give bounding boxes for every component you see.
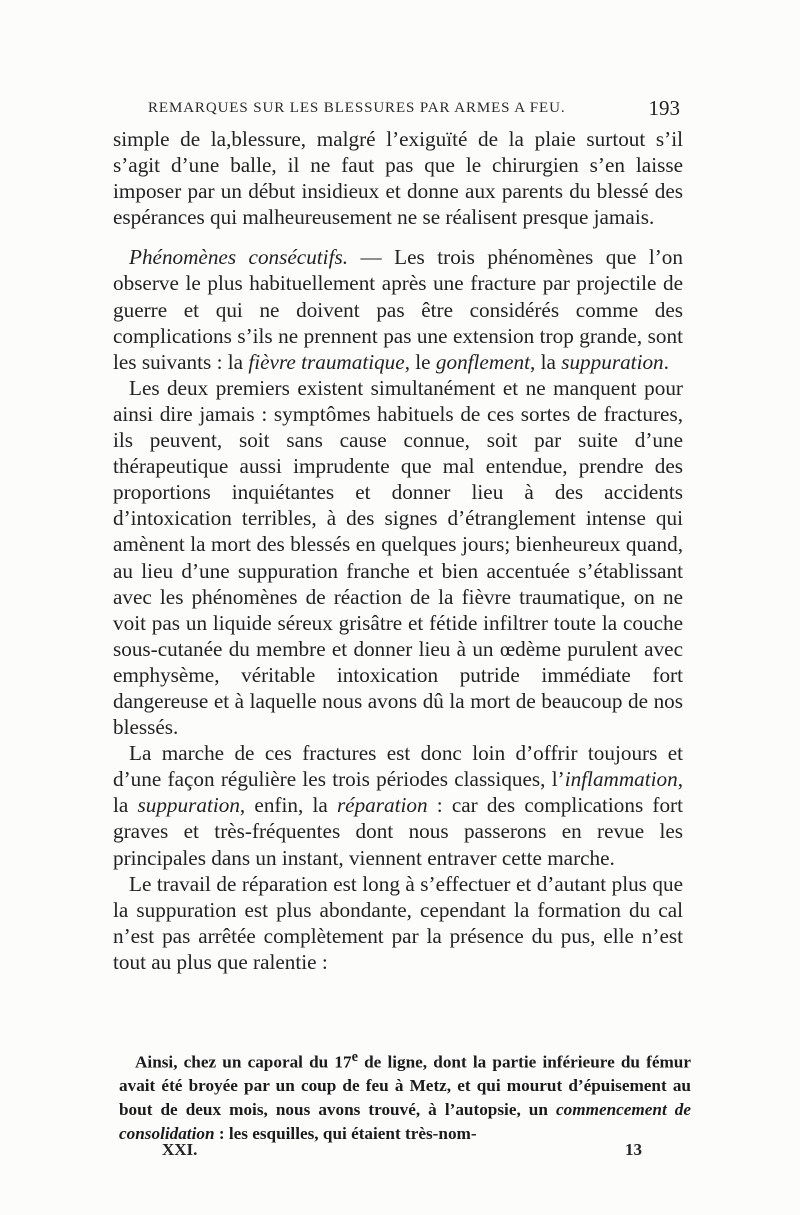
paragraph-marche: La marche de ces fractures est donc loin d’offrir toujours et d’une façon régulière les trois périodes classiques, l’inflammation, la suppuration, enfin, la réparation : car des complications fort graves et très-fréquentes dont nous passerons en revue les principales dans un instant, viennent entraver cette marche. [113, 741, 684, 870]
page-number: 193 [648, 96, 680, 120]
paragraph-continuation: simple de la,blessure, malgré l’exiguïté de la plaie surtout s’il s’agit d’une balle, il ne faut pas que le chirurgien s’en laisse imposer par un début insidieux et donne aux parents du blessé des espérances qui malheureusement ne se réalisent presque jamais. [113, 127, 683, 230]
sheet-number: 13 [625, 1140, 642, 1159]
page-footer [162, 1140, 642, 1166]
paragraph-caporal: Ainsi, chez un caporal du 17e de ligne, dont la partie inférieure du fémur avait été broyée par un coup de feu à Metz, et qui mourut d’épuisement au bout de deux mois, nous avons trouvé, à l’autopsie, un commencement de consolidation : les esquilles, qui étaient très-nom- [119, 1049, 692, 1143]
section-heading: Phénomènes consécutifs. [129, 245, 349, 270]
term-gonflement: gonflement [435, 349, 531, 374]
paragraph-travail: Le travail de réparation est long à s’effectuer et d’autant plus que la suppuration est plus abondante, cependant la formation du cal n’est pas arrêtée complètement par la présence du pus, elle n’est tout au plus que ralentie : [113, 871, 683, 974]
term-inflammation: inflammation [564, 767, 678, 792]
paragraph-phenomenes: Phénomènes consécutifs. — Les trois phénomènes que l’on observe le plus habituellement après une fracture par projectile de guerre et qui ne doivent pas être considérés comme des complications s’ils ne prennent pas une extension trop grande, sont les suivants : la fièvre traumatique, le gonflement, la suppuration. [113, 245, 683, 374]
signature-mark: XXI. [162, 1140, 198, 1159]
running-head: REMARQUES SUR LES BLESSURES PAR ARMES A FEU. [148, 100, 566, 116]
case-note [119, 1046, 691, 1145]
term-suppuration: suppuration [561, 349, 664, 374]
term-consolidation: commencement de consolidation [119, 1099, 692, 1143]
body-text [113, 126, 683, 975]
term-suppuration-2: suppuration [137, 793, 240, 818]
page-header [148, 96, 680, 122]
term-reparation: réparation [336, 793, 428, 818]
term-fievre: fièvre traumatique [248, 349, 405, 374]
paragraph-deux-premiers: Les deux premiers existent simultanément et ne manquent pour ainsi dire jamais : symptômes habituels de ces sortes de fractures, ils peuvent, soit sans cause connue, soit par suite d’une thérapeutique aussi imprudente que mal entendue, prendre des proportions inquiétantes et donner lieu à des accidents d’intoxication terribles, à des signes d’étranglement intense qui amènent la mort des blessés en quelques jours; bienheureux quand, au lieu d’une suppuration franche et bien accentuée s’établissant avec les phénomènes de réaction de la fièvre traumatique, on ne voit pas un liquide séreux grisâtre et fétide infiltrer toute la couche sous-cutanée du membre et donner lieu à un œdème purulent avec emphysème, véritable intoxication putride immédiate fort dangereuse et à laquelle nous avons dû la mort de beaucoup de nos blessés. [113, 375, 683, 740]
